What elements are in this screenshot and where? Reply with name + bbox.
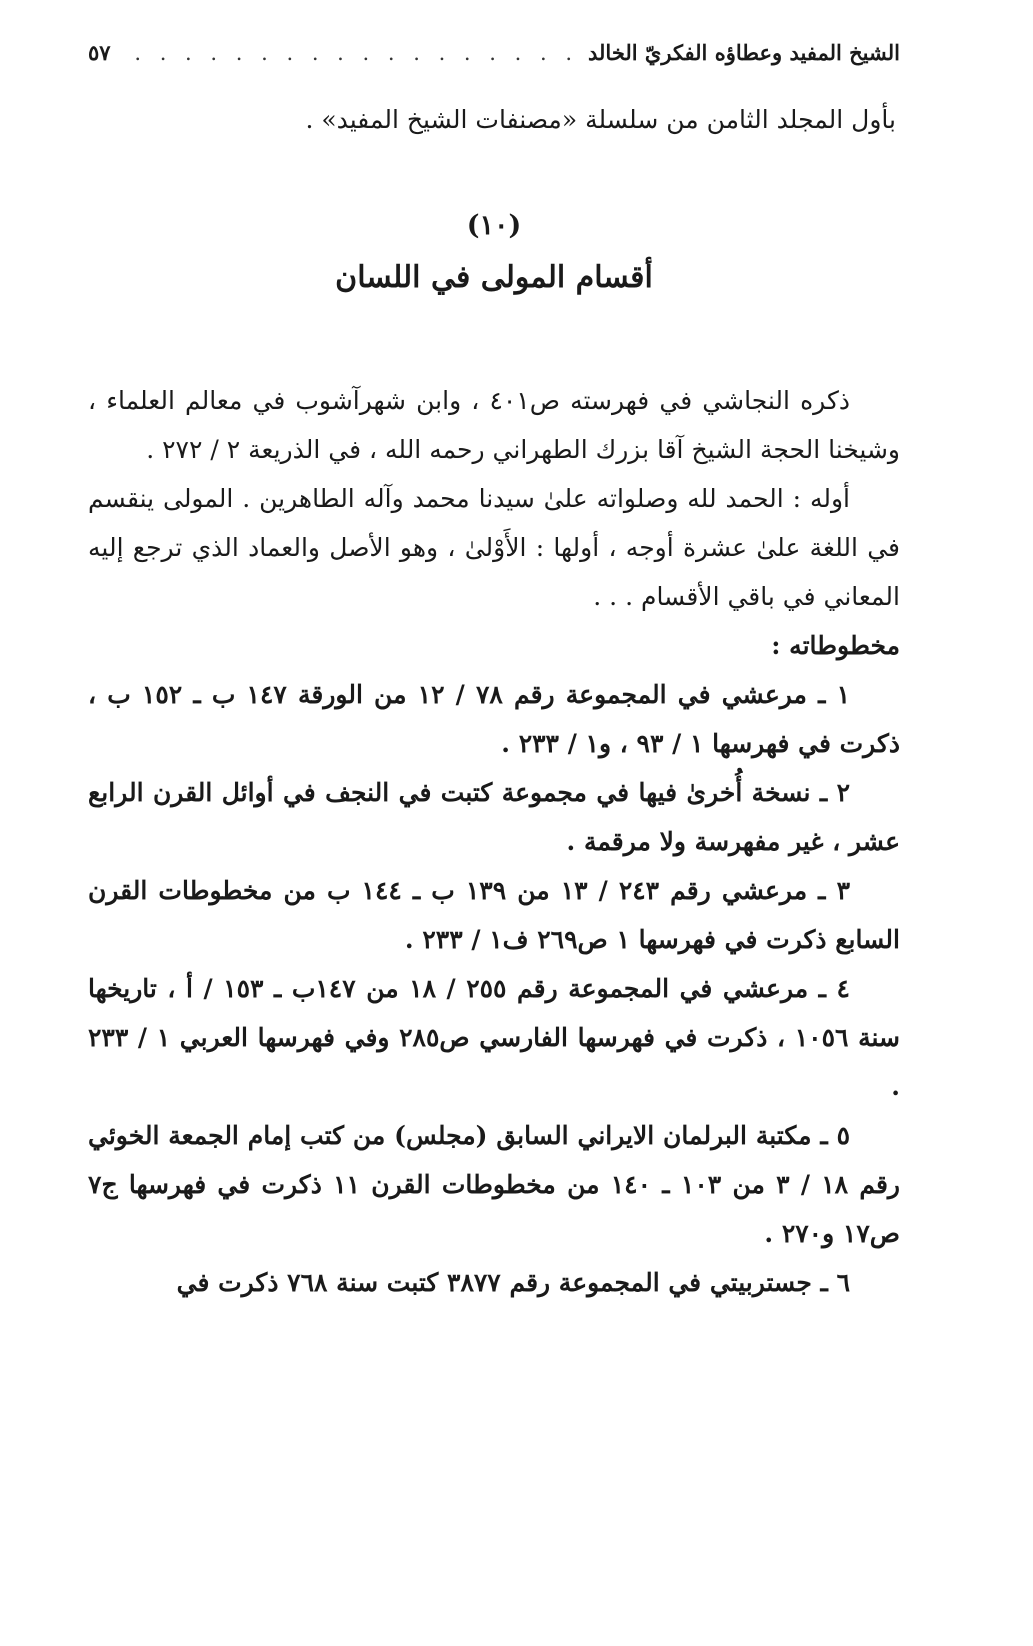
manuscript-item-5: ٥ ـ مكتبة البرلمان الايراني السابق (مجلس) من كتب إمام الجمعة الخوئي رقم ١٨ / ٣ من ١٠٣ ـ ١٤٠ من مخطوطات القرن ١١ ذكرت في فهرسها ج٧ ص١٧ و٢٧٠ . (88, 1121, 900, 1248)
manuscript-item-2: ٢ ـ نسخة أُخرىٰ فيها في مجموعة كتبت في النجف في أوائل القرن الرابع عشر ، غير مفهرسة ولا مرقمة . (88, 778, 900, 856)
continuation-line: بأول المجلد الثامن من سلسلة «مصنفات الشيخ المفيد» . (305, 105, 896, 134)
manuscripts-label: مخطوطاته : (771, 631, 900, 660)
manuscript-item-3: ٣ ـ مرعشي رقم ٢٤٣ / ١٣ من ١٣٩ ب ـ ١٤٤ ب من مخطوطات القرن السابع ذكرت في فهرسها ١ ص٢٦٩ ف١ / ٢٣٣ . (88, 876, 900, 954)
book-page (88, 40, 900, 1307)
manuscript-item-4: ٤ ـ مرعشي في المجموعة رقم ٢٥٥ / ١٨ من ١٤٧ب ـ ١٥٣ / أ ، تاريخها سنة ١٠٥٦ ، ذكرت في فهرسها الفارسي ص٢٨٥ وفي فهرسها العربي ١ / ٢٣٣ . (88, 974, 900, 1101)
running-header (88, 40, 900, 80)
chapter-heading (88, 204, 900, 304)
paragraph-sources: ذكره النجاشي في فهرسته ص٤٠١ ، وابن شهرآشوب في معالم العلماء ، وشيخنا الحجة الشيخ آقا بزرك الطهراني رحمه الله ، في الذريعة ٢ / ٢٧٢ . (88, 386, 900, 464)
manuscript-item-6: ٦ ـ جستربيتي في المجموعة رقم ٣٨٧٧ كتبت سنة ٧٦٨ ذكرت في (176, 1268, 850, 1297)
body-text (88, 376, 900, 1307)
manuscript-item-1: ١ ـ مرعشي في المجموعة رقم ٧٨ / ١٢ من الورقة ١٤٧ ب ـ ١٥٢ ب ، ذكرت في فهرسها ١ / ٩٣ ، و١ / ٢٣٣ . (88, 680, 900, 758)
paragraph-incipit: أوله : الحمد لله وصلواته علىٰ سيدنا محمد وآله الطاهرين . المولى ينقسم في اللغة علىٰ عشرة أوجه ، أولها : الأَوْلىٰ ، وهو الأصل والعماد الذي ترجع إليه المعاني في باقي الأقسام . . . (88, 484, 900, 611)
header-leader-dots (121, 41, 578, 65)
chapter-title: أقسام المولى في اللسان (335, 260, 653, 295)
page-number: ٥٧ (88, 40, 111, 65)
header-title: الشيخ المفيد وعطاؤه الفكريّ الخالد (588, 40, 900, 65)
chapter-number: (١٠) (466, 210, 522, 241)
